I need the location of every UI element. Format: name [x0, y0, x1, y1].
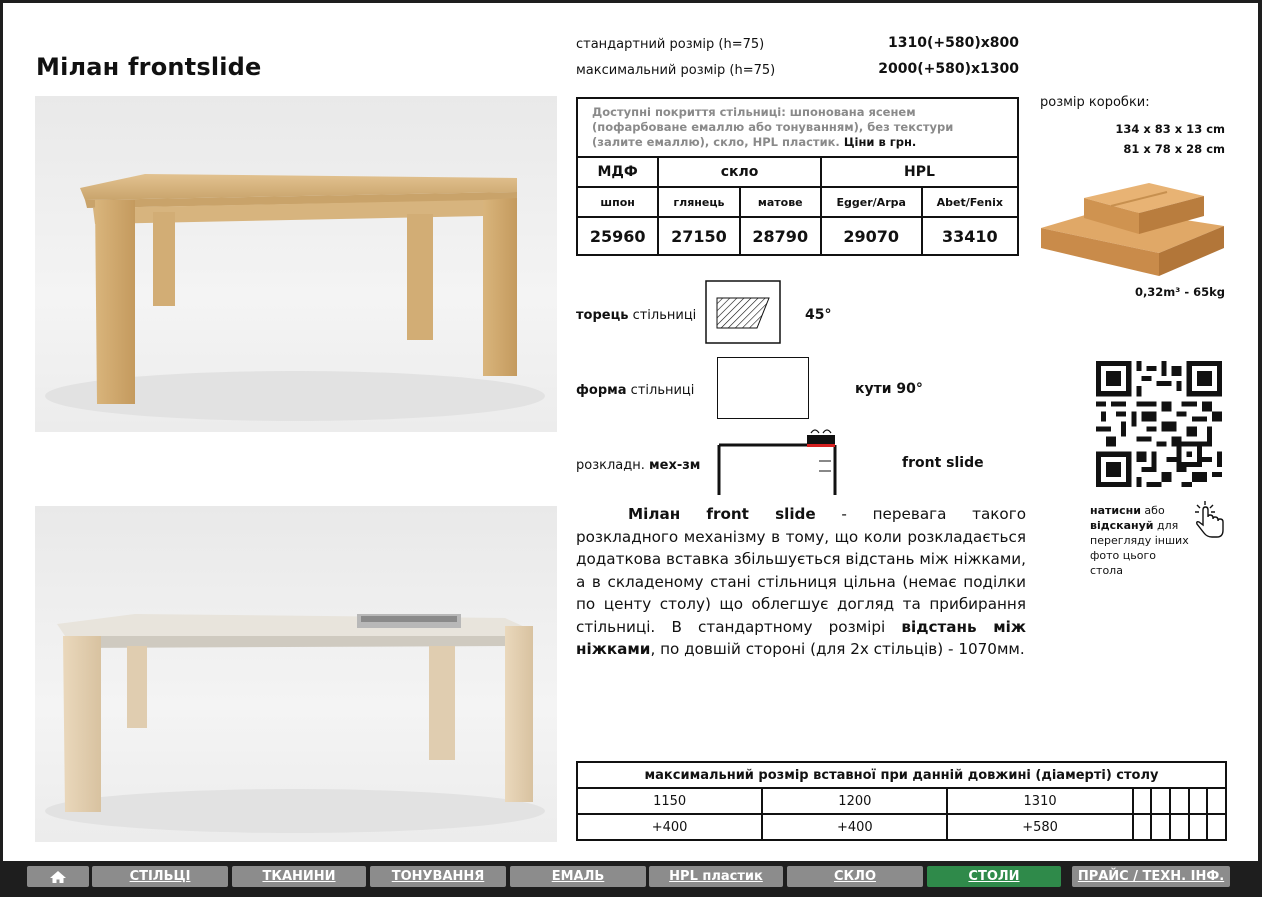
shape-label-bold: форма: [576, 383, 627, 398]
length-cell: [1170, 788, 1189, 814]
description-text-1: - перевага такого розкладного механізму в тому, що коли розкладається додаткова вставка збільшується відстань між ніжками, а в складеному стані стільниця цільна (немає поділки по центу столу) що облегшує догляд та прибирання стільниці. В стандартному розмірі: [576, 505, 1026, 636]
length-cell: 1200: [762, 788, 947, 814]
length-cell: [1189, 788, 1208, 814]
description-bold-1: Мілан front slide: [628, 505, 816, 523]
insert-cell: [1151, 814, 1170, 840]
edge-45-icon: [705, 280, 781, 348]
table-photo-extended: [35, 506, 557, 842]
length-cell: 1150: [577, 788, 762, 814]
table-photo-closed: [35, 96, 557, 432]
insert-cell: +400: [577, 814, 762, 840]
nav-glass[interactable]: СКЛО: [787, 866, 923, 887]
sub-egger: Egger/Arpa: [821, 187, 922, 217]
insert-cell: [1133, 814, 1152, 840]
price-abet: 33410: [922, 217, 1018, 255]
coatings-note-text: Доступні покриття стільниці: шпонована ясенем (пофарбоване емаллю або тонуванням), без текстури (залите емаллю), скло, HPL пластик.: [592, 105, 954, 149]
insert-cell: [1189, 814, 1208, 840]
standard-size-value: 1310(+580)x800: [888, 35, 1019, 51]
nav-home-button[interactable]: [27, 866, 89, 887]
sub-abet: Abet/Fenix: [922, 187, 1018, 217]
price-matte: 28790: [740, 217, 821, 255]
max-size-value: 2000(+580)x1300: [878, 61, 1019, 77]
home-icon: [49, 870, 67, 884]
qr-code[interactable]: [1096, 358, 1222, 490]
box-volume-weight: 0,32m³ - 65kg: [1134, 285, 1225, 299]
nav-hpl[interactable]: HPL пластик: [649, 866, 783, 887]
insert-size-table: [576, 761, 1227, 841]
qr-hint: [1090, 503, 1190, 578]
sub-veneer: шпон: [577, 187, 658, 217]
currency-note: Ціни в грн.: [843, 135, 917, 149]
box-dim-2: 81 x 78 x 28 cm: [1123, 142, 1225, 156]
header-hpl: HPL: [821, 157, 1018, 187]
header-mdf: МДФ: [577, 157, 658, 187]
nav-enamel[interactable]: ЕМАЛЬ: [510, 866, 646, 887]
box-icon: [1039, 168, 1229, 282]
mechanism-value: front slide: [902, 455, 984, 471]
nav-fabrics[interactable]: ТКАНИНИ: [232, 866, 366, 887]
edge-label-text: стільниці: [628, 308, 697, 323]
product-description: [576, 503, 1026, 661]
qr-hint-text-1: або: [1140, 504, 1165, 517]
nav-toning[interactable]: ТОНУВАННЯ: [370, 866, 506, 887]
insert-table-title: максимальний розмір вставної при данній довжині (діамерті) столу: [577, 762, 1226, 788]
qr-hint-bold-2: відсканyй: [1090, 519, 1154, 532]
box-dim-1: 134 x 83 x 13 cm: [1115, 122, 1225, 136]
sub-gloss: глянець: [658, 187, 739, 217]
shape-label-text: стільниці: [626, 383, 695, 398]
edge-value: 45°: [805, 307, 832, 323]
shape-value: кути 90°: [855, 381, 923, 397]
qr-hint-bold-1: натисни: [1090, 504, 1141, 517]
mechanism-label-bold: мех-зм: [649, 458, 701, 473]
page-title: Мілан frontslide: [36, 53, 262, 81]
insert-cell: +580: [947, 814, 1132, 840]
insert-cell: [1207, 814, 1226, 840]
description-bold-2: відстань між ніжками: [576, 617, 1026, 658]
edge-label-bold: торець: [576, 308, 629, 323]
insert-cell: +400: [762, 814, 947, 840]
shape-label: [576, 383, 694, 398]
tap-hand-icon: [1189, 497, 1229, 543]
rectangle-shape-icon: [717, 357, 809, 419]
length-cell: [1133, 788, 1152, 814]
mechanism-label: [576, 458, 700, 473]
length-cell: [1207, 788, 1226, 814]
coatings-note: [577, 98, 1018, 157]
price-veneer: 25960: [577, 217, 658, 255]
sub-matte: матове: [740, 187, 821, 217]
nav-price-tech-info[interactable]: ПРАЙС / ТЕХН. ІНФ.: [1072, 866, 1230, 887]
qr-hint-text-2: для перегляду інших фото цього стола: [1090, 519, 1189, 577]
price-table: [576, 97, 1019, 256]
description-text-2: , по довшій стороні (для 2х стільців) - 1070мм.: [650, 640, 1025, 658]
price-egger: 29070: [821, 217, 922, 255]
catalog-page: [3, 3, 1258, 884]
price-gloss: 27150: [658, 217, 739, 255]
length-cell: 1310: [947, 788, 1132, 814]
mechanism-label-text: розкладн.: [576, 458, 649, 473]
nav-tables[interactable]: СТОЛИ: [927, 866, 1061, 887]
box-size-label: розмір коробки:: [1040, 95, 1150, 110]
length-cell: [1151, 788, 1170, 814]
edge-label: [576, 308, 696, 323]
standard-size-label: стандартний розмір (h=75): [576, 37, 765, 52]
front-slide-mechanism-icon: [715, 423, 845, 499]
max-size-label: максимальний розмір (h=75): [576, 63, 776, 78]
nav-chairs[interactable]: СТІЛЬЦІ: [92, 866, 228, 887]
insert-cell: [1170, 814, 1189, 840]
header-glass: скло: [658, 157, 821, 187]
